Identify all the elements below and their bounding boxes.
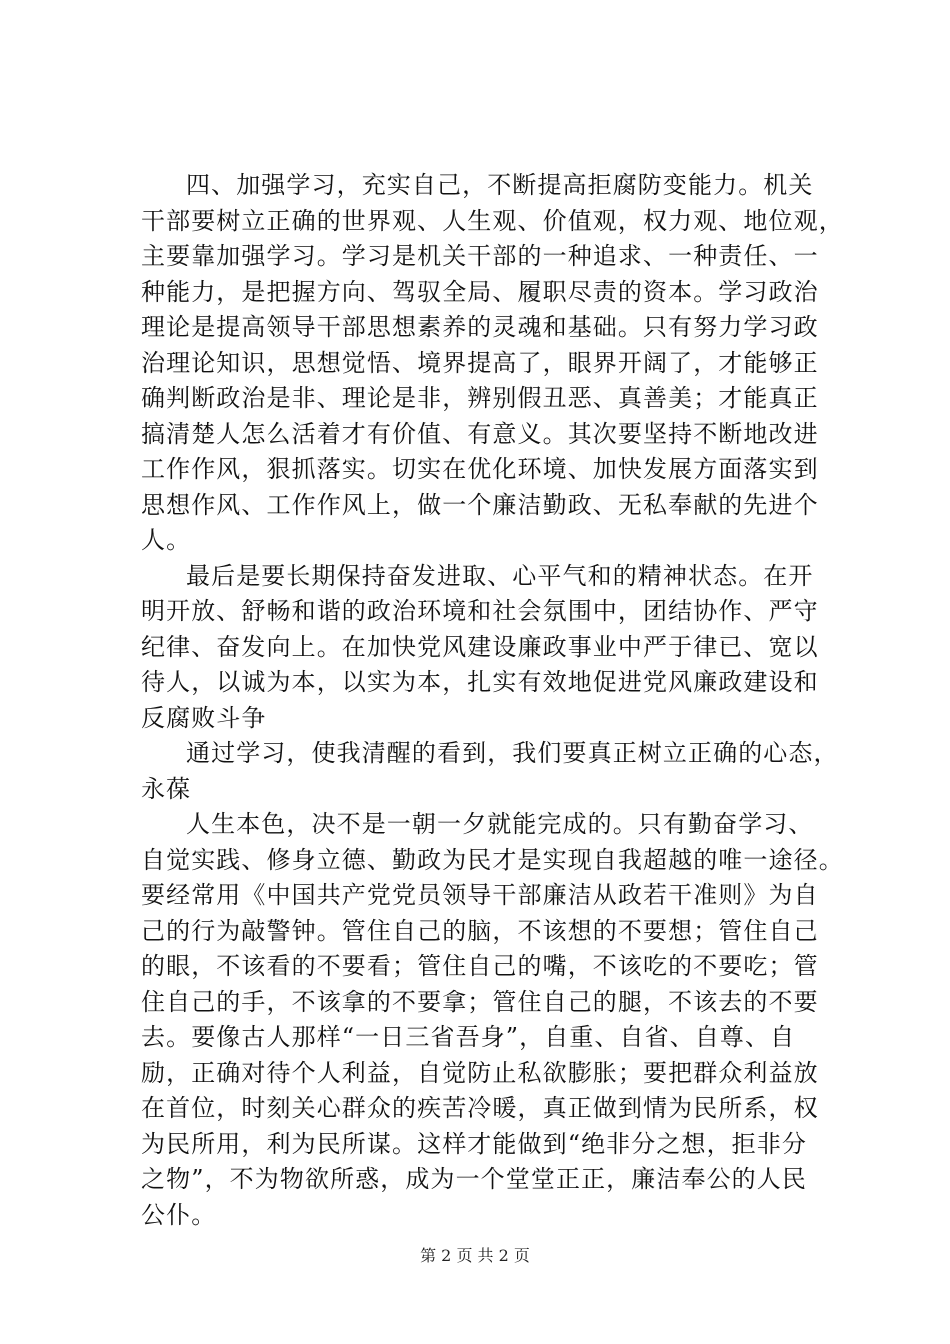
paragraph-4-line-2: 自觉实践、修身立德、勤政为民才是实现自我超越的唯一途径。 (141, 845, 844, 874)
paragraph-4-line-1: 人生本色，决不是一朝一夕就能完成的。只有勤奋学习、 (186, 810, 814, 838)
paragraph-1-line-4: 种能力，是把握方向、驾驭全局、履职尽责的资本。学习政治 (141, 277, 819, 306)
paragraph-4-line-9: 在首位，时刻关心群众的疾苦冷暖，真正做到情为民所系，权 (141, 1094, 819, 1122)
paragraph-4-line-12: 公仆。 (141, 1200, 217, 1229)
paragraph-2-line-4: 待人，以诚为本，以实为本，扎实有效地促进党风廉政建设和 (141, 668, 819, 696)
paragraph-4-line-5: 的眼，不该看的不要看；管住自己的嘴，不该吃的不要吃；管 (141, 952, 819, 980)
paragraph-1-line-11: 人。 (141, 526, 192, 554)
paragraph-1-line-9: 工作作风，狠抓落实。切实在优化环境、加快发展方面落实到 (141, 455, 819, 483)
paragraph-1-line-7: 确判断政治是非、理论是非，辨别假丑恶、真善美；才能真正 (141, 384, 819, 412)
paragraph-1-line-1: 四、加强学习，充实自己，不断提高拒腐防变能力。机关 (186, 171, 814, 199)
paragraph-2-line-1: 最后是要长期保持奋发进取、心平气和的精神状态。在开 (186, 561, 814, 590)
paragraph-4-line-3: 要经常用《中国共产党党员领导干部廉洁从政若干准则》为自 (141, 881, 819, 909)
paragraph-4-line-11: 之物”，不为物欲所惑，成为一个堂堂正正，廉洁奉公的人民 (141, 1165, 807, 1193)
paragraph-4-line-7: 去。要像古人那样“一日三省吾身”，自重、自省、自尊、自 (141, 1023, 796, 1051)
paragraph-1-line-6: 治理论知识，思想觉悟、境界提高了，眼界开阔了，才能够正 (141, 348, 819, 377)
paragraph-4-line-8: 励，正确对待个人利益，自觉防止私欲膨胀；要把群众利益放 (141, 1058, 819, 1087)
paragraph-4-line-4: 己的行为敲警钟。管住自己的脑，不该想的不要想；管住自己 (141, 916, 819, 945)
paragraph-4-line-10: 为民所用，利为民所谋。这样才能做到“绝非分之想，拒非分 (141, 1129, 807, 1158)
paragraph-2-line-3: 纪律、奋发向上。在加快党风建设廉政事业中严于律已、宽以 (141, 632, 819, 661)
paragraph-1-line-8: 搞清楚人怎么活着才有价值、有意义。其次要坚持不断地改进 (141, 419, 819, 448)
paragraph-1-line-10: 思想作风、工作作风上，做一个廉洁勤政、无私奉献的先进个 (141, 490, 819, 519)
paragraph-1-line-3: 主要靠加强学习。学习是机关干部的一种追求、一种责任、一 (141, 242, 819, 270)
paragraph-3-line-2: 永葆 (141, 774, 192, 803)
paragraph-2-line-5: 反腐败斗争 (141, 703, 267, 732)
document-body (141, 168, 844, 1233)
page-number-footer: 第 2 页 共 2 页 (420, 1246, 530, 1265)
paragraph-1-line-5: 理论是提高领导干部思想素养的灵魂和基础。只有努力学习政 (141, 313, 819, 341)
paragraph-4-line-6: 住自己的手，不该拿的不要拿；管住自己的腿，不该去的不要 (141, 987, 819, 1016)
paragraph-3-line-1: 通过学习，使我清醒的看到，我们要真正树立正确的心态， (186, 739, 839, 767)
paragraph-1-line-2: 干部要树立正确的世界观、人生观、价值观，权力观、地位观， (141, 206, 844, 235)
paragraph-2-line-2: 明开放、舒畅和谐的政治环境和社会氛围中，团结协作、严守 (141, 597, 819, 625)
